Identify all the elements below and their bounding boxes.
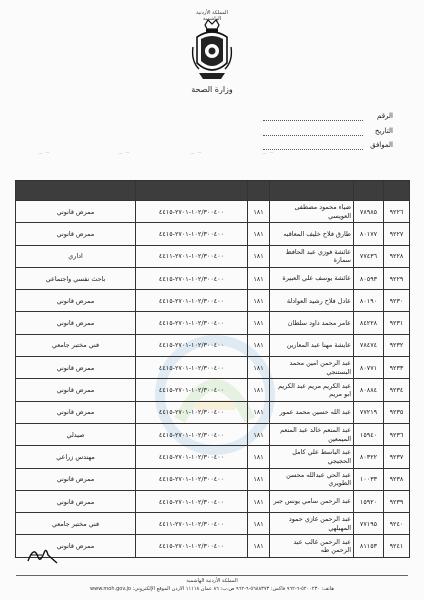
serial-cell: ٩٢٣٦ — [384, 423, 410, 445]
serial-cell: ٩٢٣١ — [384, 312, 410, 334]
code-cell: ١٨١ — [248, 334, 270, 356]
table-row — [16, 223, 410, 245]
serial-cell: ٩٢٢٨ — [384, 245, 410, 267]
serial-cell: ٩٢٤١ — [384, 535, 410, 557]
job-title-cell: ممرض قانوني — [16, 535, 136, 557]
account-cell: ١٠٢/٣٠٠٤٠٠-٢٧٠١-٤٤١٥ — [136, 379, 248, 401]
employee-id-cell: ٧٧١٩٥ — [354, 513, 384, 535]
employee-id-cell: ٨٠٣٢٢ — [354, 446, 384, 468]
employee-id-cell: ١٠٠٣٣ — [354, 468, 384, 490]
employee-id-cell: ٨١١٥٣ — [354, 535, 384, 557]
serial-cell: ٩٢٣٨ — [384, 468, 410, 490]
header-cell — [136, 181, 248, 201]
job-title-cell: ممرض قانوني — [16, 490, 136, 512]
footer-divider — [16, 575, 408, 576]
account-cell: ١٠٢/٣٠٠٤٠٠-٢٧٠١-٤٤١١ — [136, 513, 248, 535]
account-cell: ١٠٢/٣٠٠٤٠٠-٢٧٠١-٤٤١٥ — [136, 334, 248, 356]
account-cell: ١٠٢/٣٠٠٤٠٠-٢٧٠١-٤٤١٥ — [136, 535, 248, 557]
employee-id-cell: ٨٠٥٩٣ — [354, 267, 384, 289]
table-row — [16, 290, 410, 312]
royal-crest-icon — [191, 17, 233, 81]
code-cell: ١٨١ — [248, 401, 270, 423]
serial-cell: ٩٢٣٤ — [384, 379, 410, 401]
table-row — [16, 245, 410, 267]
code-cell: ١٨١ — [248, 490, 270, 512]
job-title-cell: ممرض قانوني — [16, 357, 136, 379]
corr-dotted-line — [263, 149, 363, 150]
header-cell — [354, 181, 384, 201]
serial-cell: ٩٢٢٦ — [384, 201, 410, 223]
serial-cell: ٩٢٢٩ — [384, 267, 410, 289]
job-title-cell: اداري — [16, 245, 136, 267]
employee-id-cell: ٧٨٤٧٤ — [354, 334, 384, 356]
job-title-cell: ممرض قانوني — [16, 223, 136, 245]
account-cell: ١٠٢/٣٠٠٤٠٠-٢٧٠١-٤٤١٥ — [136, 401, 248, 423]
serial-cell: ٩٢٤٠ — [384, 513, 410, 535]
code-cell: ١٨١ — [248, 379, 270, 401]
crest-caption: المملكة الأردنية الهاشمية — [196, 10, 228, 22]
employee-id-cell: ٨٠١٧٧ — [354, 223, 384, 245]
job-title-cell: ممرض قانوني — [16, 468, 136, 490]
job-title-cell: ممرض قانوني — [16, 312, 136, 334]
employee-table — [15, 180, 410, 558]
account-cell: ١٠٢/٣٠٠٤٠٠-٢٧٠١-٤٤١١ — [136, 245, 248, 267]
ref-dotted-line — [263, 120, 363, 121]
code-cell: ١٨١ — [248, 267, 270, 289]
corr-label: الموافق — [370, 141, 393, 149]
header-cell — [16, 181, 136, 201]
job-title-cell: ممرض قانوني — [16, 379, 136, 401]
serial-cell: ٩٢٣٠ — [384, 290, 410, 312]
job-title-cell: ممرض قانوني — [16, 290, 136, 312]
job-title-cell: ممرض قانوني — [16, 401, 136, 423]
employee-name-cell: عائشة فوزي عبد الحافظ سمارة — [270, 245, 354, 267]
table-row — [16, 490, 410, 512]
employee-id-cell: ٧٨٩٨٥ — [354, 201, 384, 223]
job-title-cell: باحث نفسي واجتماعي — [16, 267, 136, 289]
employee-id-cell: ١٥٩٢٠ — [354, 490, 384, 512]
code-cell: ١٨١ — [248, 513, 270, 535]
footer-contact: هاتف: ٥٢٠٠٢٣٠-٦-٩٦٢ فاكس: ٥٦٨٨٣٧٣-٦-٩٦٢ ص.ب: ٨٦ عمان ١١١١٨ الأردن الموقع الإلكتروني: www.moh.gov.jo — [90, 586, 334, 592]
account-cell: ١٠٢/٣٠٠٤٠٠-٢٧٠١-٤٤١٥ — [136, 267, 248, 289]
employee-name-cell: ضياء محمود مصطفى العويسي — [270, 201, 354, 223]
faint-stamp-mark: ~ ~ — [117, 149, 131, 158]
employee-id-cell: ٨٤٢٢٨ — [354, 312, 384, 334]
employee-id-cell: ١٥٩٤٠ — [354, 423, 384, 445]
employee-name-cell: عبد المنعم خالد عبد المنعم الميمعين — [270, 423, 354, 445]
faint-stamp-mark: ~ ~ — [37, 149, 51, 158]
code-cell: ١٨١ — [248, 201, 270, 223]
table-row — [16, 201, 410, 223]
faint-stamp-mark: ~ ~ — [189, 149, 203, 158]
table-row — [16, 423, 410, 445]
employee-id-cell: ٧٧٤٣٦ — [354, 245, 384, 267]
account-cell: ١٠٢/٣٠٠٤٠٠-٢٧٠١-٤٤١٥ — [136, 468, 248, 490]
account-cell: ١٠٢/٣٠٠٤٠٠-٢٧٠١-٤٤١٥ — [136, 223, 248, 245]
employee-id-cell: ٧٧٢١٩ — [354, 401, 384, 423]
serial-cell: ٩٢٣٥ — [384, 401, 410, 423]
table-row — [16, 401, 410, 423]
job-title-cell: فني مختبر جامعي — [16, 334, 136, 356]
serial-cell: ٩٢٣٣ — [384, 357, 410, 379]
code-cell: ١٨١ — [248, 223, 270, 245]
meta-ref — [263, 112, 393, 124]
ref-label: الرقم — [377, 112, 393, 120]
employee-name-cell: عبد الرحمن غالب عبد الرحمن طه — [270, 535, 354, 557]
code-cell: ١٨١ — [248, 535, 270, 557]
meta-date — [263, 127, 393, 139]
account-cell: ١٠٢/٣٠٠٤٠٠-٢٧٠١-٤٤١٥ — [136, 290, 248, 312]
table-row — [16, 312, 410, 334]
handwritten-signature — [24, 543, 60, 567]
ministry-title: وزارة الصحة — [191, 85, 233, 94]
table-row — [16, 357, 410, 379]
employee-name-cell: عبد الرحمن غازي حمود المهبلهي — [270, 513, 354, 535]
code-cell: ١٨١ — [248, 468, 270, 490]
job-title-cell: ممرض قانوني — [16, 201, 136, 223]
account-cell: ١٠٢/٣٠٠٤٠٠-٢٧٠١-٤٤١٥ — [136, 423, 248, 445]
code-cell: ١٨١ — [248, 446, 270, 468]
meta-corr — [263, 141, 393, 153]
account-cell: ١٠٢/٣٠٠٤٠٠-٢٧٠١-٤٤١٥ — [136, 357, 248, 379]
account-cell: ١٠٢/٣٠٠٤٠٠-٢٧٠١-٤٤١٥ — [136, 490, 248, 512]
header-cell — [270, 181, 354, 201]
code-cell: ١٨١ — [248, 245, 270, 267]
employee-id-cell: ٨٠٧٧١ — [354, 357, 384, 379]
employee-id-cell: ٨٠٨٨٤ — [354, 379, 384, 401]
employee-name-cell: عادل فلاح رشيد العوادلة — [270, 290, 354, 312]
date-dotted-line — [263, 135, 363, 136]
employee-name-cell: عبد الرحمن امين محمد البستنجي — [270, 357, 354, 379]
job-title-cell: صيدلي — [16, 423, 136, 445]
employee-id-cell: ٨٠١٩٠ — [354, 290, 384, 312]
employee-name-cell: عبد الباسط علي كامل الحجيجي — [270, 446, 354, 468]
footer-country: المملكة الأردنية الهاشمية — [186, 578, 238, 584]
code-cell: ١٨١ — [248, 290, 270, 312]
table-row — [16, 267, 410, 289]
job-title-cell: مهندس زراعي — [16, 446, 136, 468]
employee-name-cell: عبد الرحمن سامي يونس جبر — [270, 490, 354, 512]
code-cell: ١٨١ — [248, 312, 270, 334]
employee-name-cell: طارق فلاح خليف المعاقبه — [270, 223, 354, 245]
employee-name-cell: عبد الكريم مريم عبد الكريم ابو مريم — [270, 379, 354, 401]
serial-cell: ٩٢٣٧ — [384, 446, 410, 468]
header-cell — [248, 181, 270, 201]
employee-name-cell: عامر محمد داود سلطان — [270, 312, 354, 334]
table-row — [16, 513, 410, 535]
serial-cell: ٩٢٣٩ — [384, 490, 410, 512]
table-header-row — [16, 181, 410, 201]
table-row — [16, 379, 410, 401]
employee-name-cell: عائشة يوسف علي العبيرة — [270, 267, 354, 289]
account-cell: ١٠٢/٣٠٠٤٠٠-٢٧٠١-٤٤١٥ — [136, 312, 248, 334]
serial-cell: ٩٢٢٧ — [384, 223, 410, 245]
date-label: التاريخ — [374, 127, 393, 135]
code-cell: ١٨١ — [248, 357, 270, 379]
table-row — [16, 468, 410, 490]
account-cell: ١٠٢/٣٠٠٤٠٠-٢٧٠١-٤٤١٥ — [136, 446, 248, 468]
account-cell: ١٠٢/٣٠٠٤٠٠-٢٧٠١-٤٤١٥ — [136, 201, 248, 223]
header-cell — [384, 181, 410, 201]
serial-cell: ٩٢٣٢ — [384, 334, 410, 356]
job-title-cell: فني مختبر جامعي — [16, 513, 136, 535]
table-row — [16, 446, 410, 468]
table-row — [16, 334, 410, 356]
table-row — [16, 535, 410, 557]
faint-stamp-mark: ~ ~ — [261, 149, 275, 158]
employee-name-cell: عبد الله حسين محمد عمور — [270, 401, 354, 423]
employee-name-cell: عبد الحي عبدالله محسن الطويري — [270, 468, 354, 490]
employee-name-cell: عايشة مهنا عبد المعارين — [270, 334, 354, 356]
code-cell: ١٨١ — [248, 423, 270, 445]
